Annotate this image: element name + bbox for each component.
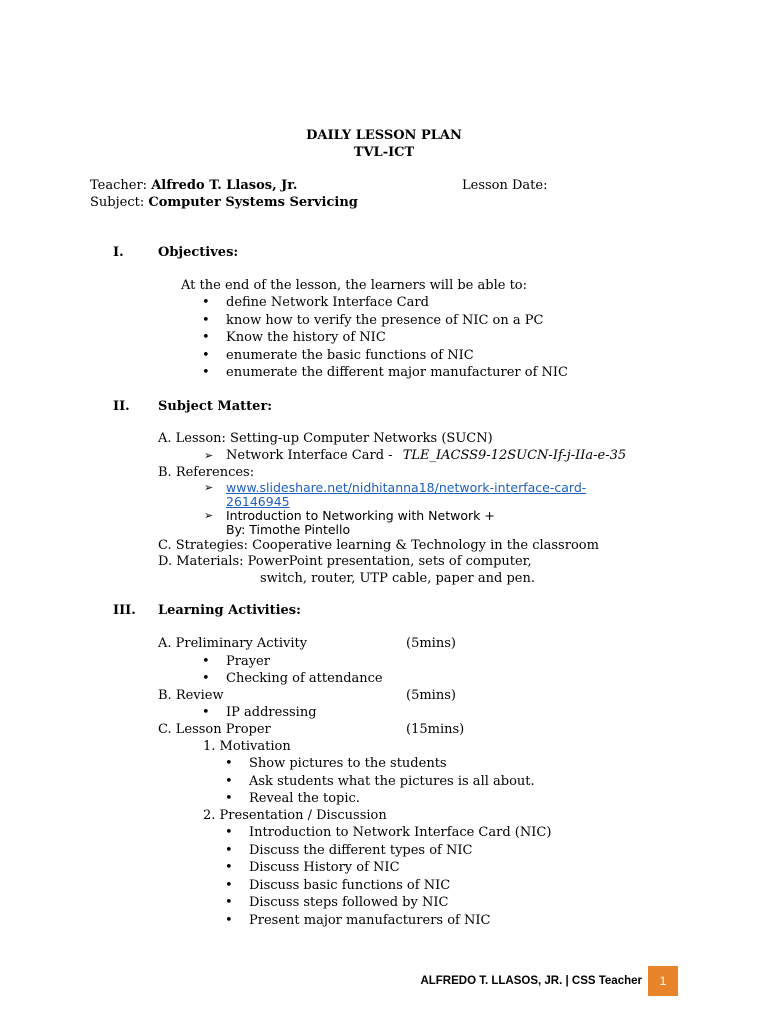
lesson-sub-label: Network Interface Card - <box>226 448 393 463</box>
subject-materials: D. Materials: PowerPoint presentation, sets of computer, <box>158 554 532 569</box>
objective-item: • enumerate the different major manufacturer of NIC <box>226 365 568 381</box>
page-number-badge: 1 <box>648 966 678 996</box>
reference-link[interactable]: www.slideshare.net/nidhitanna18/network-interface-card- <box>226 480 587 495</box>
objective-item: • enumerate the basic functions of NIC <box>226 348 474 364</box>
objective-item: • know how to verify the presence of NIC on a PC <box>226 313 543 329</box>
subject-strategies: C. Strategies: Cooperative learning & Technology in the classroom <box>158 538 599 553</box>
presentation-heading: 2. Presentation / Discussion <box>203 808 387 823</box>
reference-book-author: By: Timothe Pintello <box>226 522 351 537</box>
subject-line <box>90 195 358 211</box>
lesson-proper: C. Lesson Proper <box>158 722 271 737</box>
presentation-item: • Discuss steps followed by NIC <box>249 895 448 911</box>
objectives-intro: At the end of the lesson, the learners will be able to: <box>181 278 527 293</box>
document-subtitle: TVL-ICT <box>353 145 415 160</box>
footer-text: ALFREDO T. LLASOS, JR. | CSS Teacher <box>420 975 642 987</box>
review-activity: B. Review <box>158 688 224 703</box>
motivation-item: • Reveal the topic. <box>249 791 360 807</box>
presentation-item: • Discuss basic functions of NIC <box>249 878 450 894</box>
motivation-item: • Ask students what the pictures is all about. <box>249 774 535 790</box>
preliminary-item: • Checking of attendance <box>226 671 383 687</box>
teacher-label: Teacher: <box>90 178 148 193</box>
document-title: DAILY LESSON PLAN <box>306 128 462 143</box>
teacher-name: Alfredo T. Llasos, Jr. <box>151 178 298 193</box>
presentation-item: • Introduction to Network Interface Card (NIC) <box>249 825 551 841</box>
preliminary-item: • Prayer <box>226 654 270 670</box>
lesson-date-label: Lesson Date: <box>462 178 548 193</box>
section-numeral-objectives: I. <box>113 245 124 260</box>
subject-references: B. References: <box>158 465 255 480</box>
subject-name: Computer Systems Servicing <box>148 195 358 210</box>
reference-link-line2[interactable]: 26146945 <box>226 494 290 509</box>
preliminary-activity: A. Preliminary Activity <box>158 636 308 651</box>
section-heading-objectives: Objectives: <box>158 245 239 260</box>
section-heading-activities: Learning Activities: <box>158 603 301 618</box>
section-heading-subject-matter: Subject Matter: <box>158 399 273 414</box>
section-numeral-activities: III. <box>113 603 136 618</box>
presentation-item: • Present major manufacturers of NIC <box>249 913 490 929</box>
motivation-item: • Show pictures to the students <box>249 756 447 772</box>
subject-lesson: A. Lesson: Setting-up Computer Networks (SUCN) <box>158 431 493 446</box>
lesson-proper-time: (15mins) <box>406 722 465 737</box>
section-numeral-subject-matter: II. <box>113 399 130 414</box>
motivation-heading: 1. Motivation <box>203 739 291 754</box>
teacher-line <box>90 178 297 194</box>
subject-materials-continuation: switch, router, UTP cable, paper and pen. <box>260 571 535 586</box>
lesson-code: TLE_IACSS9-12SUCN-If-j-IIa-e-35 <box>402 448 627 463</box>
lesson-sub-item <box>226 448 626 464</box>
subject-label: Subject: <box>90 195 145 210</box>
objective-item: • define Network Interface Card <box>226 295 429 311</box>
review-time: (5mins) <box>406 688 456 703</box>
presentation-item: • Discuss the different types of NIC <box>249 843 472 859</box>
review-item: • IP addressing <box>226 705 317 721</box>
reference-book: ➢ Introduction to Networking with Network + <box>226 508 495 524</box>
preliminary-time: (5mins) <box>406 636 456 651</box>
presentation-item: • Discuss History of NIC <box>249 860 400 876</box>
objective-item: • Know the history of NIC <box>226 330 386 346</box>
